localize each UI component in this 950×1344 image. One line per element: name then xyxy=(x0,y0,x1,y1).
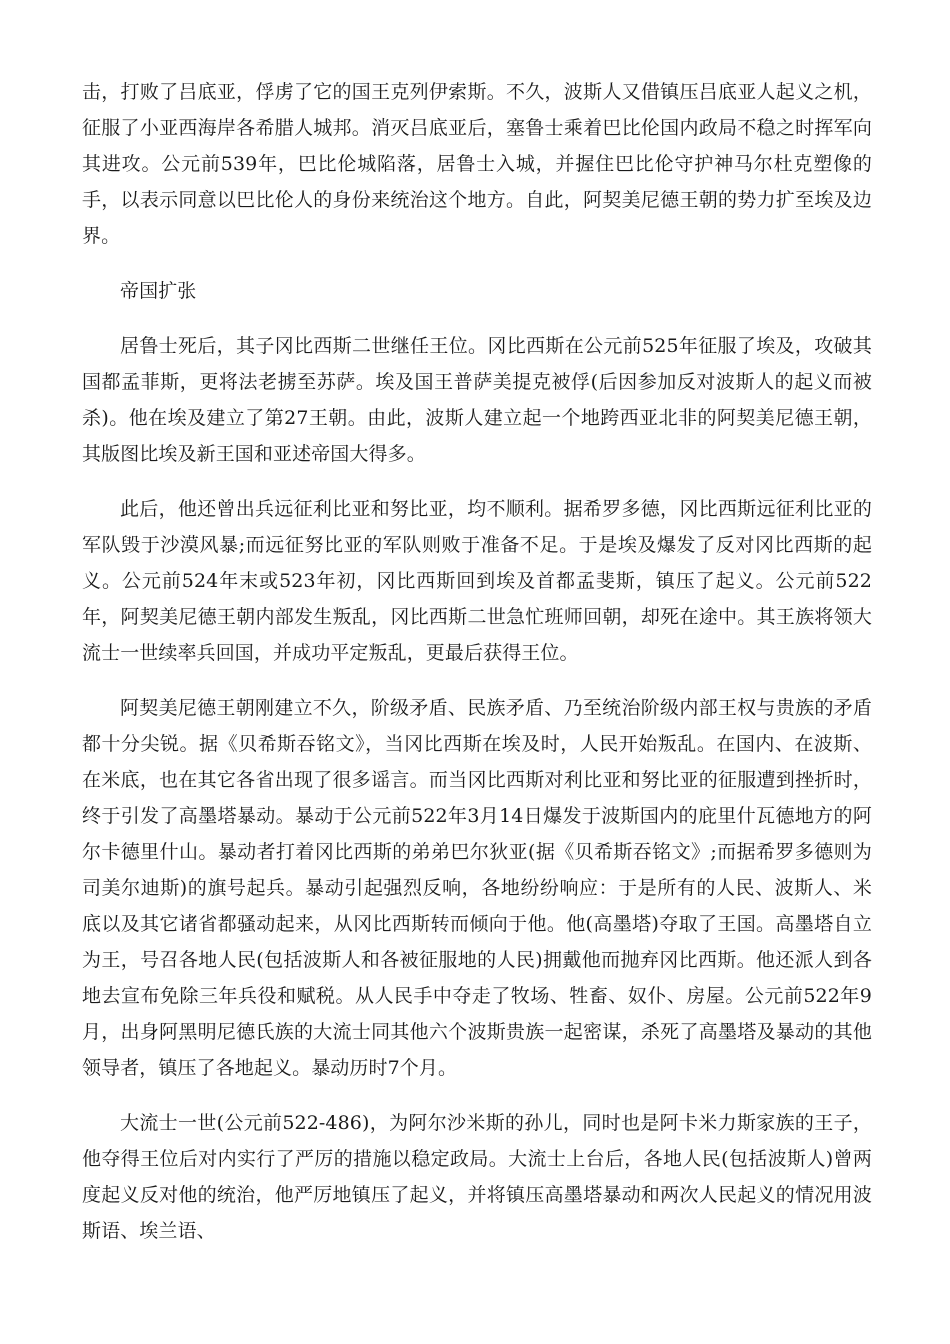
paragraph-gaumata-revolt: 阿契美尼德王朝刚建立不久，阶级矛盾、民族矛盾、乃至统治阶级内部王权与贵族的矛盾都十分尖锐。据《贝希斯吞铭文》，当冈比西斯在埃及时，人民开始叛乱。在国内、在波斯、在米底，也在其它各省出现了很多谣言。而当冈比西斯对利比亚和努比亚的征服遭到挫折时，终于引发了高墨塔暴动。暴动于公元前522年3月14日爆发于波斯国内的庇里什瓦德地方的阿尔卡德里什山。暴动者打着冈比西斯的弟弟巴尔狄亚(据《贝希斯吞铭文》;而据希罗多德则为司美尔迪斯)的旗号起兵。暴动引起强烈反响，各地纷纷响应：于是所有的人民、波斯人、米底以及其它诸省都骚动起来，从冈比西斯转而倾向于他。他(高墨塔)夺取了王国。高墨塔自立为王，号召各地人民(包括波斯人和各被征服地的人民)拥戴他而抛弃冈比西斯。他还派人到各地去宣布免除三年兵役和赋税。从人民手中夺走了牧场、牲畜、奴仆、房屋。公元前522年9月，出身阿黑明尼德氏族的大流士同其他六个波斯贵族一起密谋，杀死了高墨塔及暴动的其他领导者，镇压了各地起义。暴动历时7个月。 xyxy=(82,697,872,1079)
paragraph-cambyses-succession: 居鲁士死后，其子冈比西斯二世继任王位。冈比西斯在公元前525年征服了埃及，攻破其国都孟菲斯，更将法老掳至苏萨。埃及国王普萨美提克被俘(后因参加反对波斯人的起义而被杀)。他在埃及建立了第27王朝。由此，波斯人建立起一个地跨西亚北非的阿契美尼德王朝，其版图比埃及新王国和亚述帝国大得多。 xyxy=(82,335,872,465)
section-heading-empire-expansion: 帝国扩张 xyxy=(120,280,197,302)
paragraph-continuation: 击，打败了吕底亚，俘虏了它的国王克列伊索斯。不久，波斯人又借镇压吕底亚人起义之机，征服了小亚西海岸各希腊人城邦。消灭吕底亚后，塞鲁士乘着巴比伦国内政局不稳之时挥军向其进攻。公元前539年，巴比伦城陷落，居鲁士入城，并握住巴比伦守护神马尔杜克塑像的手，以表示同意以巴比伦人的身份来统治这个地方。自此，阿契美尼德王朝的势力扩至埃及边界。 xyxy=(82,81,872,247)
paragraph-expeditions: 此后，他还曾出兵远征利比亚和努比亚，均不顺利。据希罗多德，冈比西斯远征利比亚的军队毁于沙漠风暴;而远征努比亚的军队则败于准备不足。于是埃及爆发了反对冈比西斯的起义。公元前524年末或523年初，冈比西斯回到埃及首都孟斐斯，镇压了起义。公元前522年，阿契美尼德王朝内部发生叛乱，冈比西斯二世急忙班师回朝，却死在途中。其王族将领大流士一世续率兵回国，并成功平定叛乱，更最后获得王位。 xyxy=(82,498,872,664)
document-page xyxy=(82,74,872,1268)
paragraph-darius-i: 大流士一世(公元前522-486)，为阿尔沙米斯的孙儿，同时也是阿卡米力斯家族的王子，他夺得王位后对内实行了严厉的措施以稳定政局。大流士上台后，各地人民(包括波斯人)曾两度起义反对他的统治，他严厉地镇压了起义，并将镇压高墨塔暴动和两次人民起义的情况用波斯语、埃兰语、 xyxy=(82,1112,872,1242)
